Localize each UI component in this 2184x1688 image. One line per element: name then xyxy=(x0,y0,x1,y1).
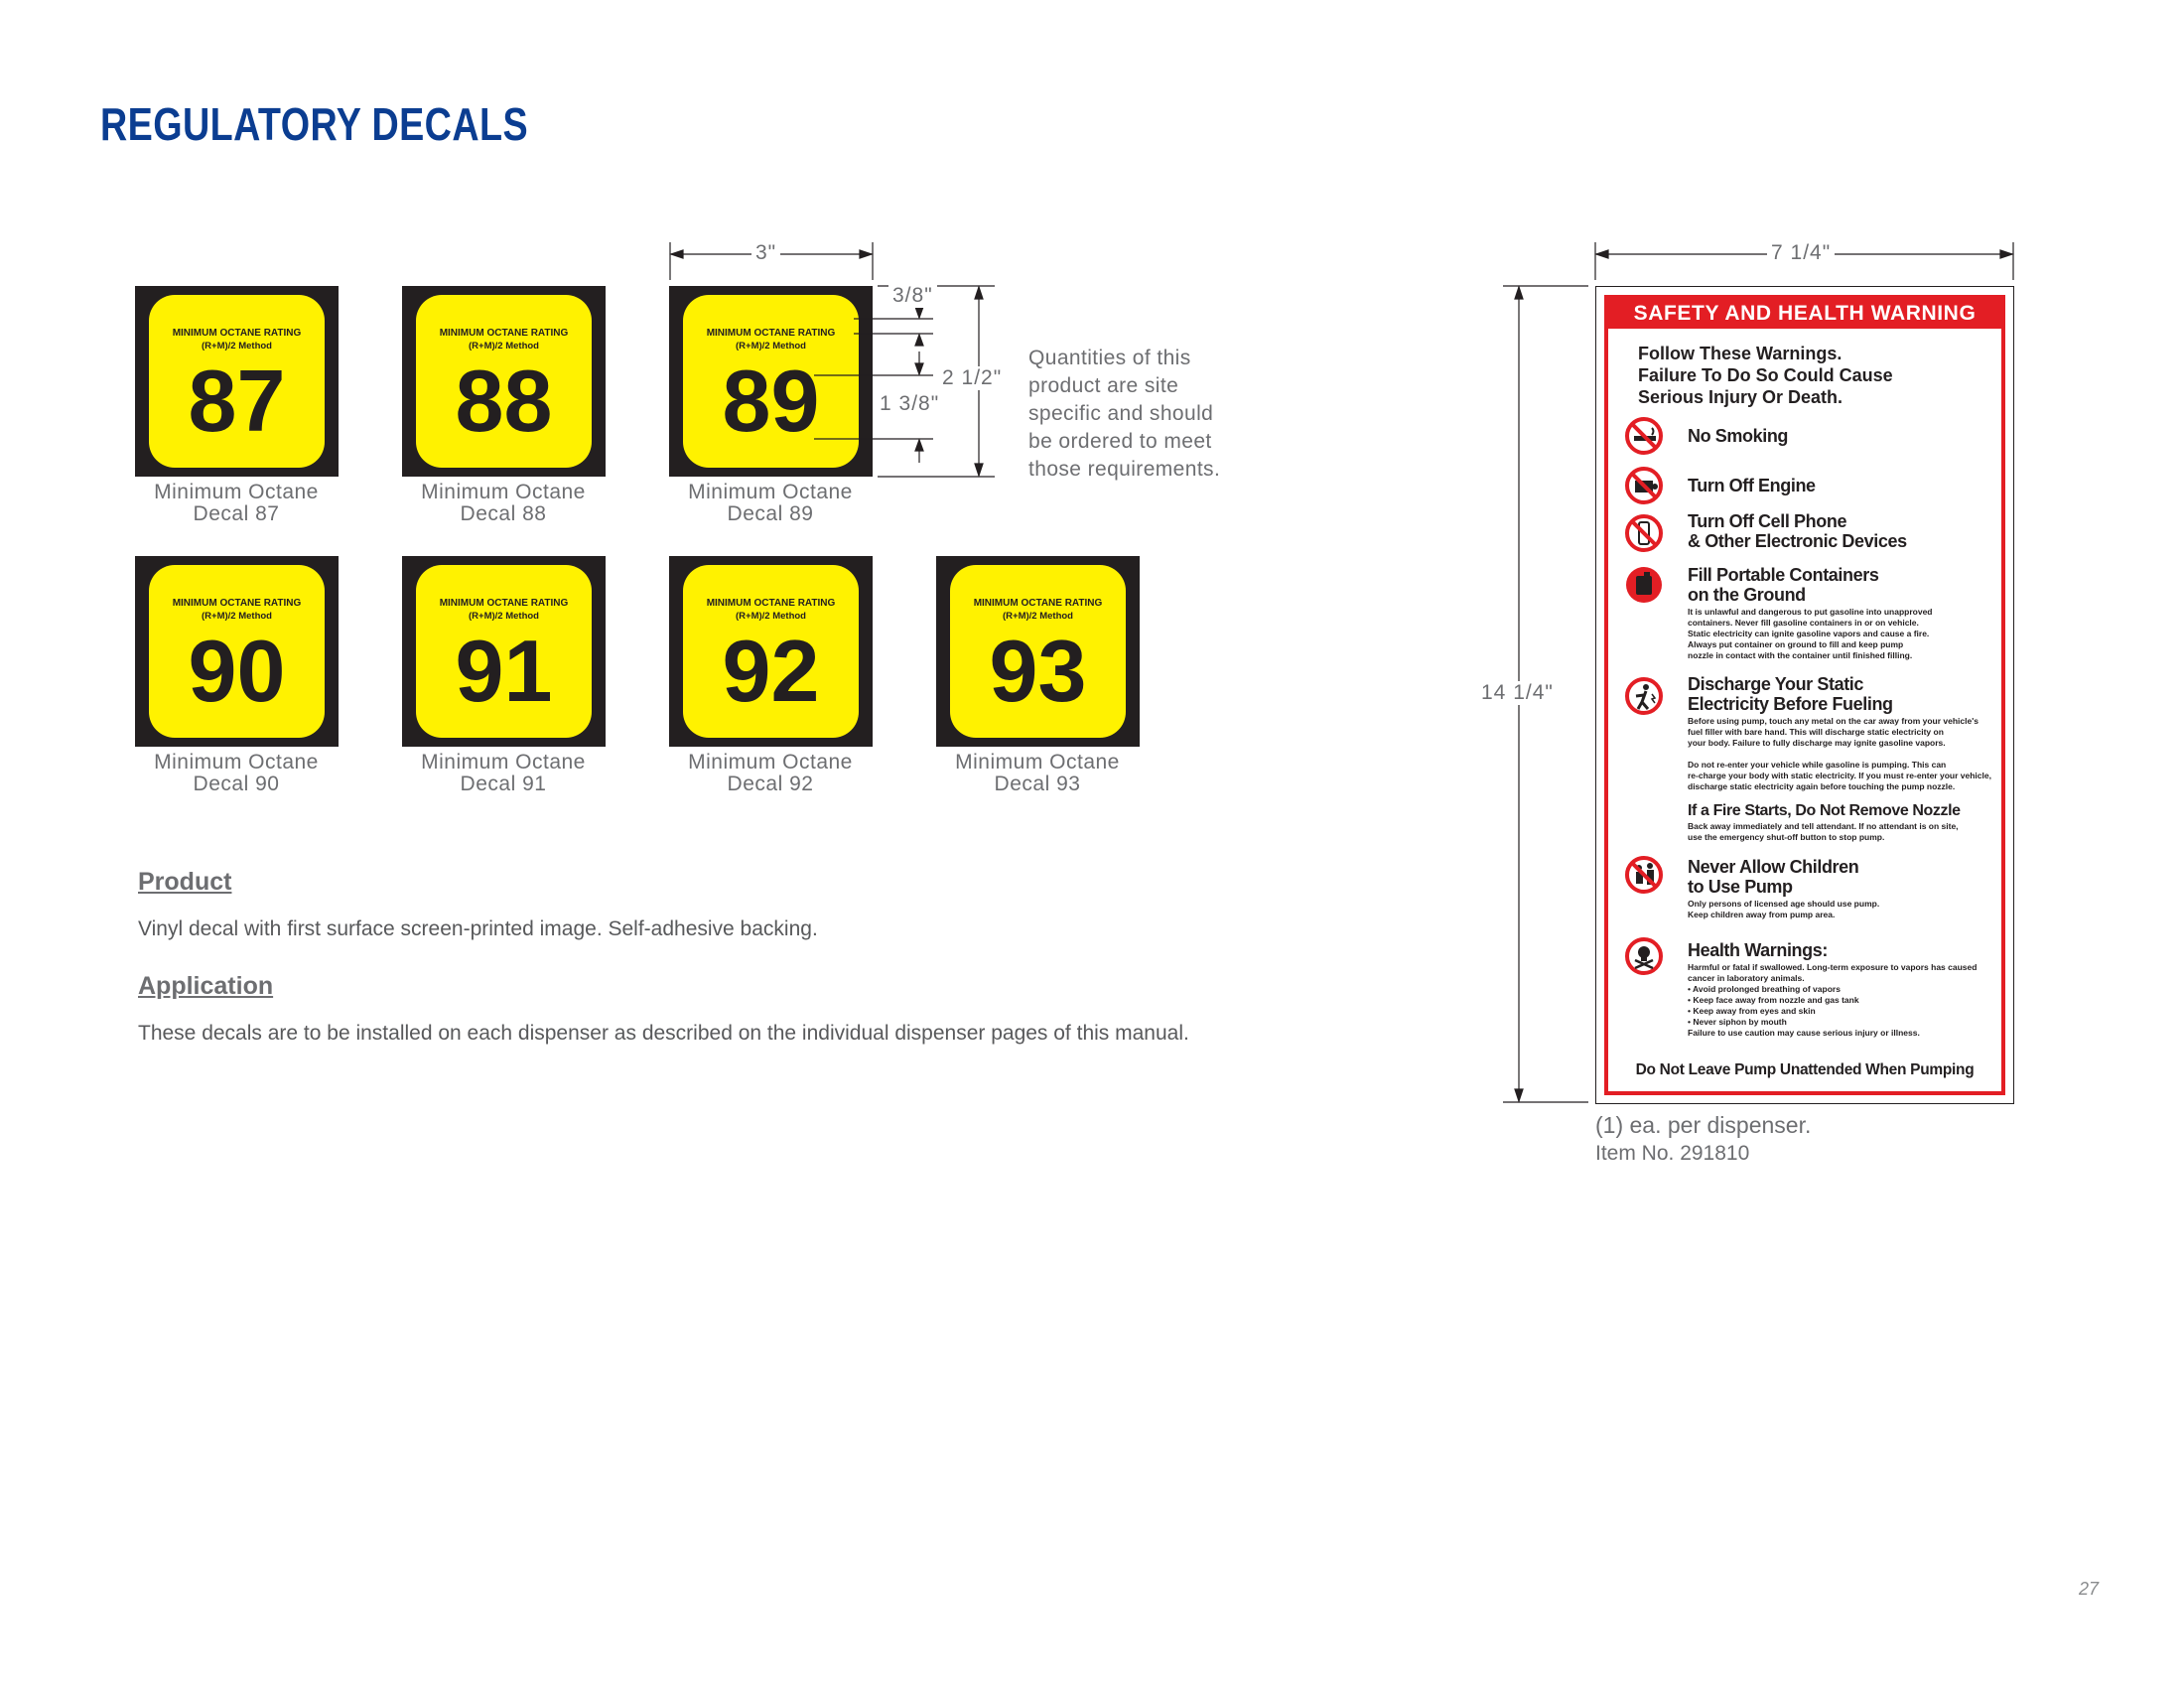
turn-off-engine-icon xyxy=(1624,466,1664,505)
octane-decal-89: MINIMUM OCTANE RATING (R+M)/2 Method 89 xyxy=(669,286,873,477)
octane-number: 87 xyxy=(188,352,286,450)
application-heading: Application xyxy=(138,972,274,1000)
warning-item-number: Item No. 291810 xyxy=(1595,1142,1750,1165)
octane-number: 93 xyxy=(989,622,1087,720)
octane-number: 88 xyxy=(455,352,553,450)
warning-footer: Do Not Leave Pump Unattended When Pumping xyxy=(1635,1061,1975,1078)
dim-top-margin: 3/8" xyxy=(888,284,937,308)
octane-decal-92: MINIMUM OCTANE RATING (R+M)/2 Method 92 xyxy=(669,556,873,747)
octane-number: 92 xyxy=(722,622,820,720)
no-smoking-icon xyxy=(1624,416,1664,456)
octane-decal-91: MINIMUM OCTANE RATING (R+M)/2 Method 91 xyxy=(402,556,606,747)
octane-decal-88: MINIMUM OCTANE RATING (R+M)/2 Method 88 xyxy=(402,286,606,477)
product-text: Vinyl decal with first surface screen-printed image. Self-adhesive backing. xyxy=(138,917,818,940)
static-discharge-icon xyxy=(1624,676,1664,716)
decal-caption: Minimum Octane Decal 92 xyxy=(688,751,853,795)
decal-caption: Minimum Octane Decal 88 xyxy=(421,481,586,525)
page-title: REGULATORY DECALS xyxy=(100,98,529,150)
quantity-note: Quantities of this product are site specific and should be ordered to meet those requirements. xyxy=(1028,347,1221,481)
warning-intro: Follow These Warnings. Failure To Do So Could Cause Serious Injury Or Death. xyxy=(1638,344,1893,407)
no-children-icon xyxy=(1624,855,1664,895)
application-text: These decals are to be installed on each dispenser as described on the individual dispenser pages of this manual. xyxy=(138,1022,1189,1045)
decal-caption: Minimum Octane Decal 93 xyxy=(955,751,1120,795)
warning-header: SAFETY AND HEALTH WARNING xyxy=(1608,299,2001,329)
octane-number: 90 xyxy=(188,622,286,720)
octane-decal-93: MINIMUM OCTANE RATING (R+M)/2 Method 93 xyxy=(936,556,1140,747)
octane-number: 91 xyxy=(455,622,553,720)
octane-decal-90: MINIMUM OCTANE RATING (R+M)/2 Method 90 xyxy=(135,556,339,747)
dim-decal-height: 2 1/2" xyxy=(938,366,1006,390)
decal-caption: Minimum Octane Decal 87 xyxy=(154,481,319,525)
dim-warning-width: 7 1/4" xyxy=(1767,241,1835,265)
decal-caption: Minimum Octane Decal 90 xyxy=(154,751,319,795)
decal-caption: Minimum Octane Decal 89 xyxy=(688,481,853,525)
dim-decal-width: 3" xyxy=(751,241,780,265)
dim-number-height: 1 3/8" xyxy=(876,392,943,416)
no-cell-phone-icon xyxy=(1624,513,1664,553)
page-number: 27 xyxy=(2079,1579,2100,1599)
octane-decal-87: MINIMUM OCTANE RATING (R+M)/2 Method 87 xyxy=(135,286,339,477)
health-hazard-icon xyxy=(1624,936,1664,976)
product-heading: Product xyxy=(138,868,232,896)
portable-container-icon xyxy=(1624,565,1664,605)
dim-warning-height: 14 1/4" xyxy=(1477,681,1558,705)
octane-number: 89 xyxy=(722,352,820,450)
decal-caption: Minimum Octane Decal 91 xyxy=(421,751,586,795)
warning-quantity: (1) ea. per dispenser. xyxy=(1595,1112,1812,1138)
safety-warning-decal: SAFETY AND HEALTH WARNING Follow These Warnings. Failure To Do So Could Cause Serious Injury Or Death. No Smoking Turn Off Engine Turn Off Cell Phone & Other Electronic Devices Fill Portable Containers on the Ground It is unlawful and dangerous to put gasoline into unapproved containers. Never fill gasoline containers in or on vehicle. Static electricity can ignite gasoline vapors and cause a fire. Always put container on ground to fill and keep pump nozzle in contact with the container until finished filling. Discharge Your Static Electricity Before Fueling Before using pump, touch any metal on the car away from your vehicle's fuel filler with bare hand. This will discharge static electricity on your body. Failure to fully discharge may ignite gasoline vapors. Do not re-enter your vehicle while gasoline is pumping. This can re-charge your body with static electricity. If you must re-enter your vehicle, discharge static electricity again before touching the pump nozzle. If a Fire Starts, Do Not Remove Nozzle Back away immediately and tell attendant. If no attendant is on site, use the emergency shut-off button to stop pump. Never Allow Children to Use Pump Only persons of licensed age should use pump. Keep children away from pump area. Health Warnings: Harmful or fatal if swallowed. Long-term exposure to vapors has caused cancer in laboratory animals. • Avoid prolonged breathing of vapors • Keep face away from nozzle and gas tank • Keep away from eyes and skin • Never siphon by mouth Failure to use caution may cause serious injury or illness. Do Not Leave Pump Unattended When Pumping xyxy=(1595,286,2014,1104)
